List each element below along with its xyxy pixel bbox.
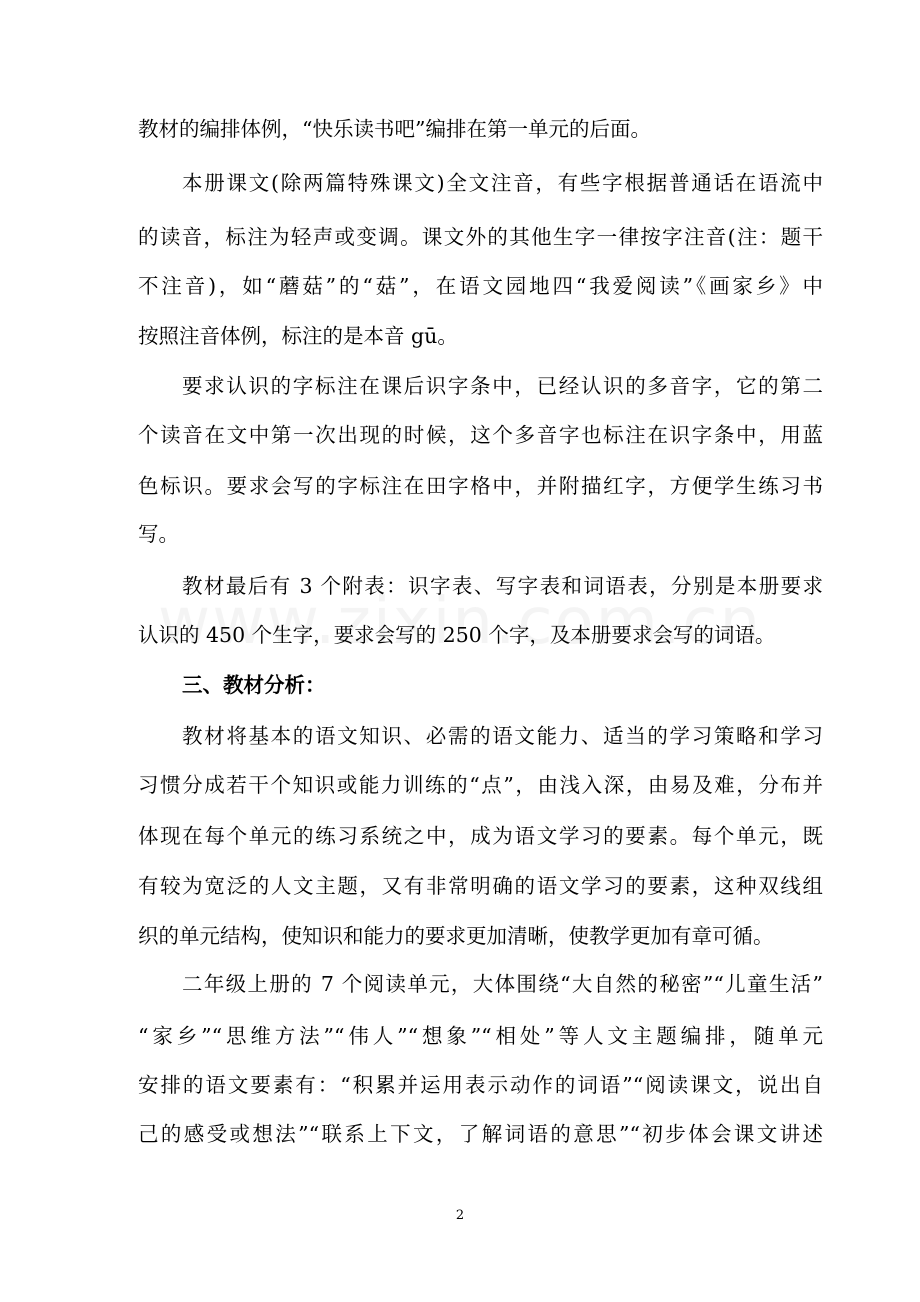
paragraph-line: 不注音)，如“蘑菇”的“菇”，在语文园地四“我爱阅读”《画家乡》中 — [138, 274, 823, 298]
paragraph-line: 认识的 450 个生字，要求会写的 250 个字，及本册要求会写的词语。 — [138, 623, 776, 647]
paragraph-line: “家乡”“思维方法”“伟人”“想象”“相处”等人文主题编排，随单元 — [138, 1024, 823, 1048]
paragraph-line: 有较为宽泛的人文主题，又有非常明确的语文学习的要素，这种双线组 — [138, 874, 823, 898]
paragraph-line: 个读音在文中第一次出现的时候，这个多音字也标注在识字条中，用蓝 — [138, 423, 823, 447]
paragraph-line: 的读音，标注为轻声或变调。课文外的其他生字一律按字注音(注：题干 — [138, 225, 823, 249]
paragraph-line: 安排的语文要素有：“积累并运用表示动作的词语”“阅读课文，说出自 — [138, 1073, 823, 1097]
paragraph-line: 色标识。要求会写的字标注在田字格中，并附描红字，方便学生练习书 — [138, 474, 823, 498]
paragraph-line: 织的单元结构，使知识和能力的要求更加清晰，使教学更加有章可循。 — [138, 924, 774, 948]
section-heading: 三、教材分析： — [182, 673, 326, 697]
paragraph-line: 教材的编排体例，“快乐读书吧”编排在第一单元的后面。 — [138, 117, 651, 141]
paragraph-line: 要求认识的字标注在课后识字条中，已经认识的多音字，它的第二 — [182, 374, 823, 398]
paragraph-line: 体现在每个单元的练习系统之中，成为语文学习的要素。每个单元，既 — [138, 824, 823, 848]
paragraph-line: 教材最后有 3 个附表：识字表、写字表和词语表，分别是本册要求 — [182, 574, 823, 598]
paragraph-line: 习惯分成若干个知识或能力训练的“点”，由浅入深，由易及难，分布并 — [138, 773, 823, 797]
page-number: 2 — [455, 1208, 465, 1223]
paragraph-line: 二年级上册的 7 个阅读单元，大体围绕“大自然的秘密”“儿童生活” — [182, 972, 823, 996]
paragraph-line: 己的感受或想法”“联系上下文，了解词语的意思”“初步体会课文讲述 — [138, 1122, 823, 1146]
paragraph-line: 教材将基本的语文知识、必需的语文能力、适当的学习策略和学习 — [182, 724, 823, 748]
paragraph-line: 本册课文(除两篇特殊课文)全文注音，有些字根据普通话在语流中 — [182, 171, 823, 195]
paragraph-line: 写。 — [138, 522, 179, 546]
paragraph-line: 按照注音体例，标注的是本音 gū。 — [138, 324, 458, 348]
